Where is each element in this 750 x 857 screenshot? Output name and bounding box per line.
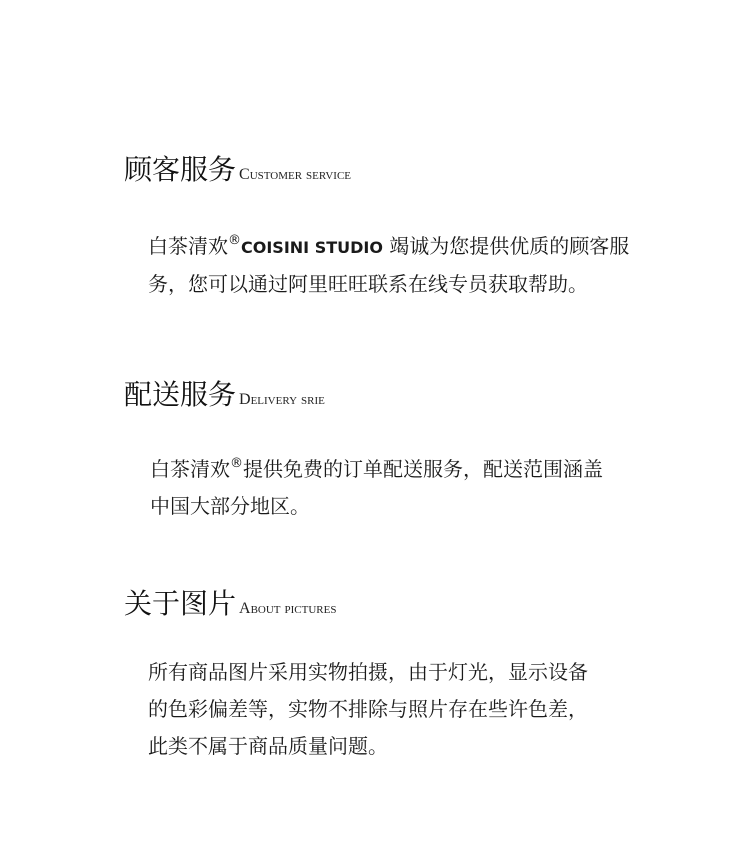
brand-name-zh: 白茶清欢 [150, 457, 230, 481]
pictures-line-2: 的色彩偏差等，实物不排除与照片存在些许色差， [148, 697, 588, 721]
delivery-text [150, 445, 603, 525]
pictures-title-en: About pictures [239, 600, 337, 617]
pictures-title-zh: 关于图片 [124, 587, 237, 620]
registered-mark: ® [228, 233, 241, 248]
brand-name-en: COISINI STUDIO [241, 238, 383, 257]
delivery-title-zh: 配送服务 [124, 378, 237, 411]
delivery-line-1 [150, 445, 603, 488]
delivery-title-en: Delivery srie [239, 391, 325, 408]
brand-name-zh: 白茶清欢 [148, 234, 228, 258]
delivery-line-1-text: 提供免费的订单配送服务，配送范围涵盖 [243, 457, 603, 481]
customer-service-title-zh: 顾客服务 [124, 153, 237, 186]
delivery-line-2: 中国大部分地区。 [150, 494, 310, 518]
registered-mark: ® [230, 456, 243, 471]
customer-service-line-1-text: 竭诚为您提供优质的顾客服 [382, 234, 630, 258]
customer-service-line-2: 务，您可以通过阿里旺旺联系在线专员获取帮助。 [148, 272, 588, 296]
pictures-text [148, 654, 588, 765]
customer-service-line-1 [148, 222, 629, 266]
customer-service-title-en: Customer service [239, 166, 352, 183]
pictures-line-1: 所有商品图片采用实物拍摄，由于灯光，显示设备 [148, 660, 588, 684]
pictures-line-3: 此类不属于商品质量问题。 [148, 734, 388, 758]
delivery-heading [124, 373, 325, 413]
customer-service-heading [124, 148, 351, 188]
customer-service-text [148, 222, 629, 303]
pictures-heading [124, 582, 336, 622]
